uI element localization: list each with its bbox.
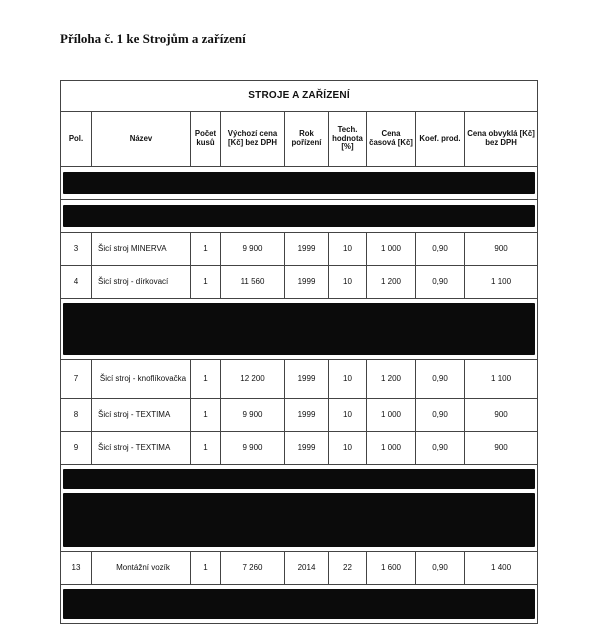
table-row	[61, 399, 538, 432]
cell-vychozi: 11 560	[221, 266, 285, 299]
column-header-tech-hodnota: Tech. hodnota [%]	[329, 112, 367, 167]
redaction-bar	[63, 303, 535, 355]
cell-obvykla: 1 100	[465, 266, 538, 299]
cell-rok: 1999	[285, 233, 329, 266]
table-row	[61, 266, 538, 299]
cell-koef: 0,90	[416, 399, 465, 432]
cell-obvykla: 900	[465, 432, 538, 465]
redacted-row	[61, 585, 538, 624]
cell-nazev: Montážní vozík	[92, 552, 191, 585]
cell-koef: 0,90	[416, 432, 465, 465]
column-header-pocet: Počet kusů	[191, 112, 221, 167]
table-title: STROJE A ZAŘÍZENÍ	[61, 81, 538, 112]
cell-nazev: Šicí stroj - TEXTIMA	[92, 432, 191, 465]
redacted-row	[61, 299, 538, 360]
cell-tech: 10	[329, 432, 367, 465]
cell-koef: 0,90	[416, 233, 465, 266]
cell-nazev: Šicí stroj MINERVA	[92, 233, 191, 266]
cell-rok: 1999	[285, 360, 329, 399]
cell-tech: 10	[329, 233, 367, 266]
cell-vychozi: 9 900	[221, 233, 285, 266]
redaction-bar	[63, 172, 535, 194]
cell-tech: 22	[329, 552, 367, 585]
cell-rok: 2014	[285, 552, 329, 585]
cell-obvykla: 900	[465, 233, 538, 266]
redacted-row	[61, 465, 538, 552]
cell-nazev: Šicí stroj - dírkovací	[92, 266, 191, 299]
cell-casova: 1 600	[367, 552, 416, 585]
machines-table	[60, 80, 538, 624]
cell-pol: 8	[61, 399, 92, 432]
cell-casova: 1 200	[367, 266, 416, 299]
cell-casova: 1 200	[367, 360, 416, 399]
cell-obvykla: 900	[465, 399, 538, 432]
cell-vychozi: 7 260	[221, 552, 285, 585]
document-heading: Příloha č. 1 ke Strojům a zařízení	[60, 31, 246, 46]
cell-pol: 13	[61, 552, 92, 585]
column-header-pol: Pol.	[61, 112, 92, 167]
cell-pocet: 1	[191, 399, 221, 432]
column-header-vychozi-cena: Výchozí cena [Kč] bez DPH	[221, 112, 285, 167]
cell-tech: 10	[329, 399, 367, 432]
cell-vychozi: 9 900	[221, 432, 285, 465]
cell-pocet: 1	[191, 432, 221, 465]
redacted-row	[61, 167, 538, 200]
column-header-cena-casova: Cena časová [Kč]	[367, 112, 416, 167]
cell-nazev: Šicí stroj - TEXTIMA	[92, 399, 191, 432]
cell-vychozi: 9 900	[221, 399, 285, 432]
cell-tech: 10	[329, 266, 367, 299]
column-header-nazev: Název	[92, 112, 191, 167]
redaction-bar	[63, 469, 535, 489]
redaction-bar	[63, 205, 535, 227]
redaction-bar	[63, 589, 535, 619]
cell-obvykla: 1 100	[465, 360, 538, 399]
table-row	[61, 432, 538, 465]
column-header-cena-obvykla: Cena obvyklá [Kč] bez DPH	[465, 112, 538, 167]
cell-tech: 10	[329, 360, 367, 399]
column-header-rok: Rok pořízení	[285, 112, 329, 167]
column-header-koef: Koef. prod.	[416, 112, 465, 167]
cell-obvykla: 1 400	[465, 552, 538, 585]
cell-koef: 0,90	[416, 266, 465, 299]
cell-pocet: 1	[191, 552, 221, 585]
cell-pocet: 1	[191, 266, 221, 299]
header-row	[61, 112, 538, 167]
cell-casova: 1 000	[367, 399, 416, 432]
cell-koef: 0,90	[416, 552, 465, 585]
cell-casova: 1 000	[367, 233, 416, 266]
table-row	[61, 360, 538, 399]
cell-vychozi: 12 200	[221, 360, 285, 399]
table-row	[61, 552, 538, 585]
cell-rok: 1999	[285, 432, 329, 465]
cell-pol: 7	[61, 360, 92, 399]
cell-koef: 0,90	[416, 360, 465, 399]
cell-pol: 3	[61, 233, 92, 266]
cell-pol: 9	[61, 432, 92, 465]
table-row	[61, 233, 538, 266]
cell-pocet: 1	[191, 360, 221, 399]
cell-casova: 1 000	[367, 432, 416, 465]
cell-rok: 1999	[285, 399, 329, 432]
redaction-bar	[63, 493, 535, 547]
redacted-row	[61, 200, 538, 233]
cell-nazev: Šicí stroj - knoflíkovačka	[92, 360, 191, 399]
cell-pocet: 1	[191, 233, 221, 266]
cell-pol: 4	[61, 266, 92, 299]
cell-rok: 1999	[285, 266, 329, 299]
